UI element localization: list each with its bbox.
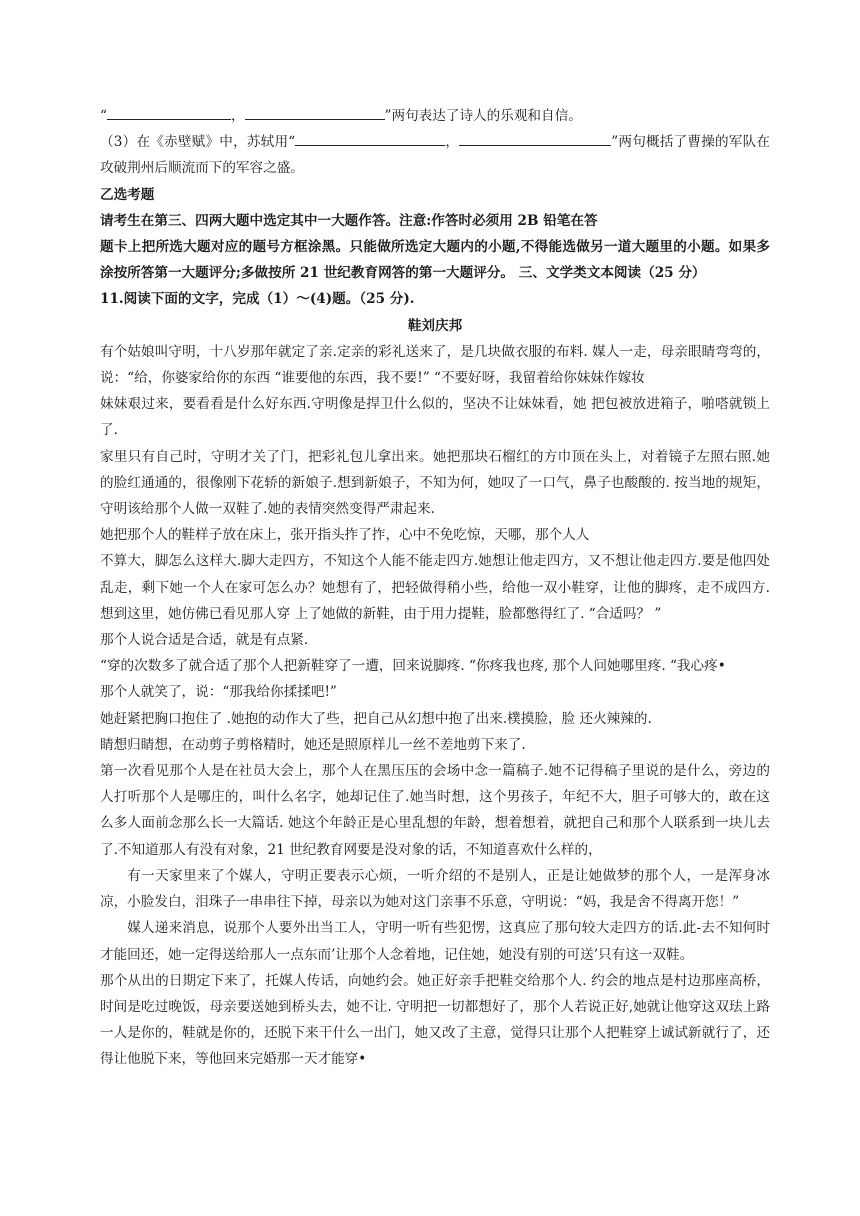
story-paragraph: 妹妹艰过来，要看看是什么好东西.守明像是捍卫什么似的，坚决不让妹妹看，她 把包被放进箱子，啪嗒就锁上了. [100, 396, 770, 439]
blank-separator: ， [230, 108, 245, 124]
story-paragraph: 那个人说合适是合适，就是有点紧. [100, 632, 309, 649]
answer-blank [107, 104, 231, 120]
section-heading: 乙选考题 [100, 186, 155, 203]
blank-separator: ， [445, 134, 460, 151]
story-paragraph: “穿的次数多了就合适了那个人把新鞋穿了一遭，回来说脚疼. “你疼我也疼, 那个人问她哪里疼. “我心疼• [100, 658, 726, 675]
story-paragraph: 不算大，脚怎么这样大.脚大走四方，不知这个人能不能走四方.她想让他走四方，又不想让他走四方.要是他四处乱走，剩下她一个人在家可怎么办？她想有了，把轻做得稍小些，给他一双小鞋穿，让他的脚疼，走不成四方.想到这里，她仿佛已看见那人穿 上了她做的新鞋，由于用力提鞋，脸都憋得红了. “合适吗？ ” [100, 553, 770, 622]
story-paragraph: 她把那个人的鞋样子放在床上，张开指头拃了拃，心中不免吃惊，天哪，那个人人 [100, 527, 590, 544]
notice-line-1: 请考生在第三、四两大题中选定其中一大题作答。注意:作答时必须用 2B 铅笔在答 [100, 212, 598, 229]
answer-blank [295, 130, 445, 146]
document-page [100, 103, 770, 1073]
story-paragraph-indented: 媒人递来消息，说那个人要外出当工人，守明一听有些犯愣，这真应了那句较大走四方的话.此-去不知何时才能回还，她一定得送给那人一点东而’让那个人念着地，记住她，她没有别的可送’只有这一双鞋。 [100, 920, 770, 963]
question-3 [100, 129, 770, 181]
q3-suffix: ”两句概括了曹操的军队在攻破荆州后顺流而下的军容之盛。 [100, 134, 770, 177]
q3-prefix: （3）在《赤壁赋》中，苏轼用“ [100, 134, 296, 151]
story-title: 鞋刘庆邦 [407, 317, 463, 334]
story-paragraph: 有个姑娘叫守明，十八岁那年就定了亲.定亲的彩礼送来了，是几块做衣服的布料. 媒人一走，母亲眼睛弯弯的，说：“给，你婆家给你的东西 “谁要他的东西，我不要!” “不要好呀，我留着给你妹妹作嫁妆 [100, 343, 770, 387]
answer-blank [245, 104, 385, 120]
q2-tail-text: ”两句表达了诗人的乐观和自信。 [384, 108, 582, 124]
q2-tail-line [100, 103, 770, 129]
story-paragraph-final: 那个从出的日期定下来了，托媒人传话，向她约会。她正好亲手把鞋交给那个人. 约会的地点是村边那座高桥，时间是吃过晚饭，母亲要送她到桥头去，她不让. 守明把一切都想好了，那个人若说正好,她就让他穿这双珐上路一人是你的，鞋就是你的，还脱下来干什么一出门，她又改了主意，觉得只让那个人把鞋穿上诚试新就行了，还得让他脱下来，等他回来完婚那一天才能穿• [100, 972, 770, 1068]
story-paragraph-indented: 有一天家里来了个媒人，守明正要表示心烦，一听介绍的不是别人，正是让她做梦的那个人，一是浑身冰凉，小脸发白，泪珠子一串串往下掉，母亲以为她对这门亲事不乐意，守明说：“妈，我是舍不得离开您！” [100, 867, 770, 911]
story-paragraph: 家里只有自己时，守明才关了门，把彩礼包儿拿出来。她把那块石榴红的方巾顶在头上，对着镜子左照右照.她的脸红通通的，很像刚下花轿的新娘子.想到新娘子，不知为何，她叹了一口气，鼻子也酸酸的. 按当地的规矩，守明该给那个人做一双鞋了.她的表情突然变得严肃起来. [100, 448, 770, 518]
question-11-prompt: 11.阅读下面的文字，完成（1）～(4)题。（25 分). [100, 291, 415, 308]
quote-open: “ [100, 108, 107, 124]
answer-blank [459, 130, 611, 146]
notice-line-2: 题卡上把所选大题对应的题号方框涂黑。只能做所选定大题内的小题,不得能选做另一道大题里的小题。如果多涂按所答第一大题评分;多做按所 21 世纪教育网答的第一大题评分。 三、文学类文本阅读（25 分） [100, 239, 770, 282]
story-paragraph: 她赶紧把胸口抱住了 .她抱的动作大了些，把自己从幻想中抱了出来.樸摸脸，脸 还火辣辣的. [100, 710, 652, 727]
story-paragraph: 睛想归睛想，在动剪子剪格精时，她还是照原样儿一丝不差地剪下来了. [100, 736, 526, 753]
story-paragraph: 那个人就笑了，说：“那我给你揉揉吧!” [100, 684, 337, 701]
story-paragraph: 第一次看见那个人是在社员大会上，那个人在黑压压的会场中念一篇稿子.她不记得稿子里说的是什么，旁边的人打听那个人是哪庄的，叫什么名字，她却记住了.她当时想，这个男孩子，年纪不大，胆子可够大的，敢在这么多人面前念那么长一大篇话. 她这个年龄正是心里乱想的年龄，想着想着，就把自己和那个人联系到一块儿去了.不知道那人有没有对象，21 世纪教育网要是没对象的话，不知道喜欢什么样的， [100, 763, 770, 858]
